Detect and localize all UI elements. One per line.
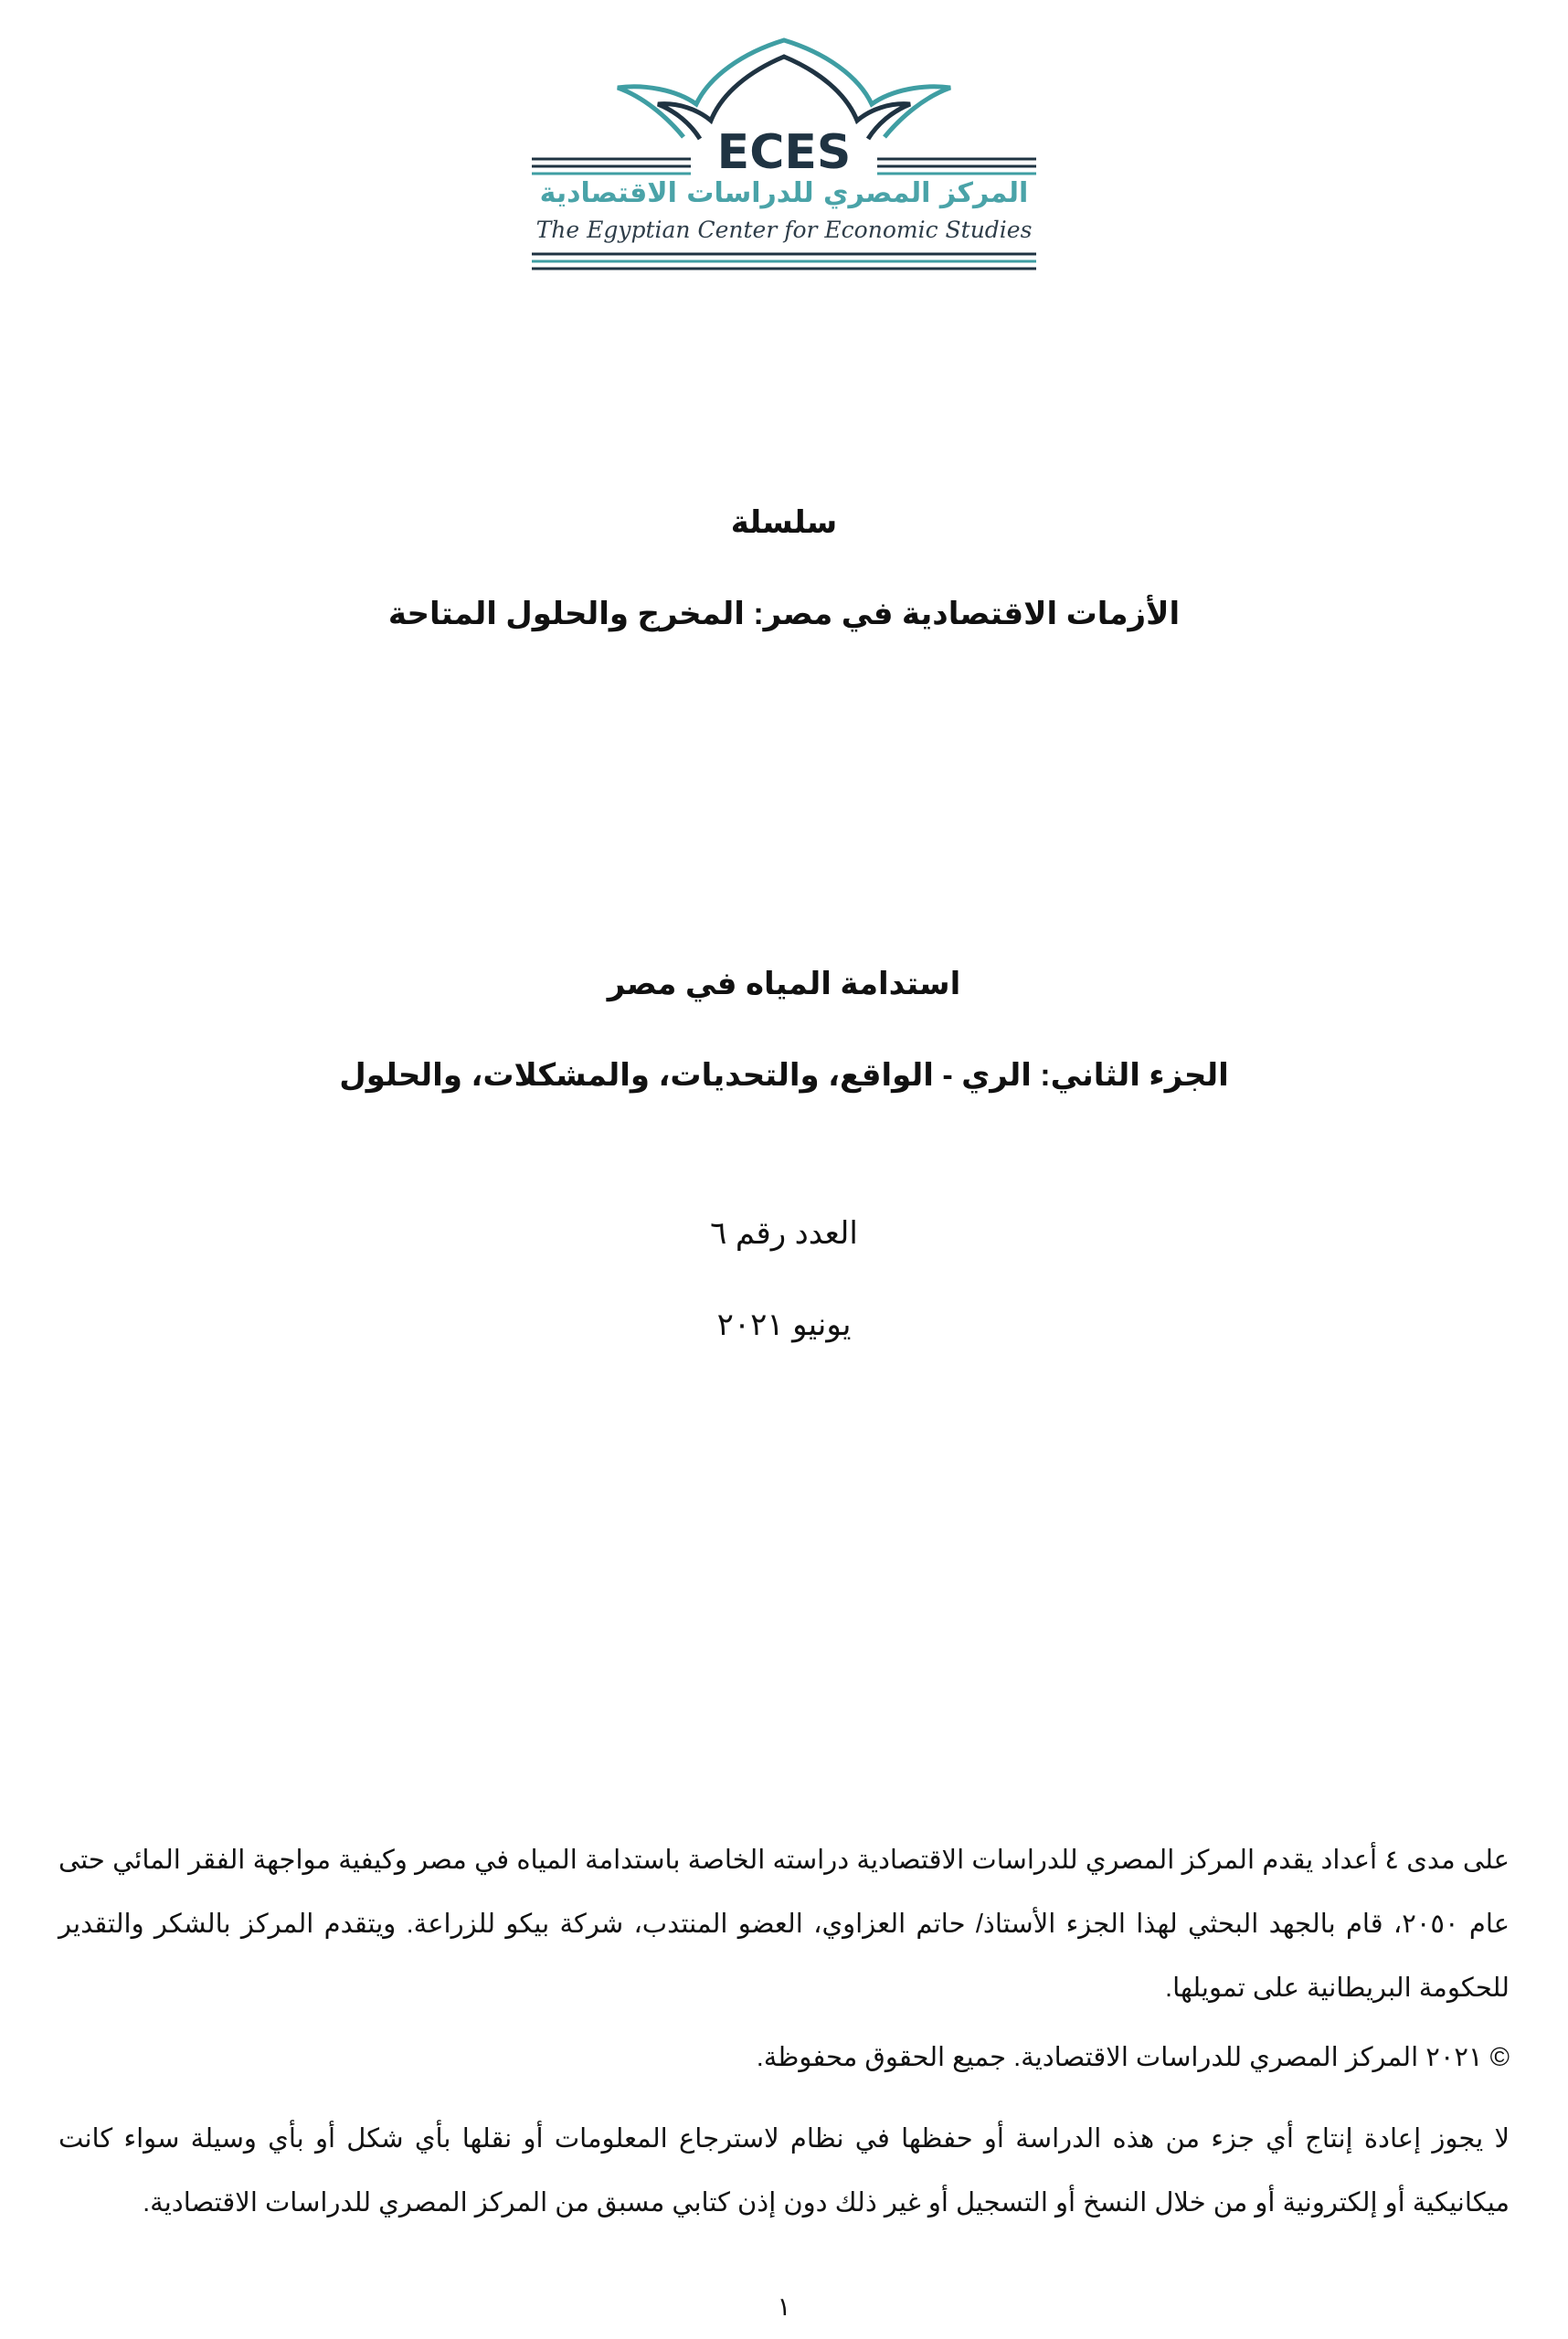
page-number: ١ <box>777 2292 791 2321</box>
logo-acronym: ECES <box>716 125 852 180</box>
intro-paragraph: على مدى ٤ أعداد يقدم المركز المصري للدراسات الاقتصادية دراسته الخاصة باستدامة المياه في مصر وكيفية مواجهة الفقر المائي حتى عام ٢٠٥٠، قام بالجهد البحثي لهذا الجزء الأستاذ/ حاتم العزاوي، العضو المنتدب، شركة بيكو للزراعة. ويتقدم المركز بالشكر والتقدير للحكومة البريطانية على تمويلها. <box>58 1846 1510 2003</box>
copyright-notice: © ٢٠٢١ المركز المصري للدراسات الاقتصادية. جميع الحقوق محفوظة. <box>756 2043 1510 2072</box>
issue-number: العدد رقم ٦ <box>710 1216 858 1251</box>
rights-notice: لا يجوز إعادة إنتاج أي جزء من هذه الدراسة أو حفظها في نظام لاسترجاع المعلومات أو نقلها بأي شكل أو بأي وسيلة سواء كانت ميكانيكية أو إلكترونية أو من خلال النسخ أو التسجيل أو غير ذلك دون إذن كتابي مسبق من المركز المصري للدراسات الاقتصادية. <box>58 2124 1510 2217</box>
series-label: سلسلة <box>730 505 838 540</box>
part-title: الجزء الثاني: الري - الواقع، والتحديات، والمشكلات، والحلول <box>339 1058 1229 1093</box>
study-title: استدامة المياه في مصر <box>607 967 961 1001</box>
logo-english-name: The Egyptian Center for Economic Studies <box>535 217 1033 243</box>
logo-arabic-name: المركز المصري للدراسات الاقتصادية <box>539 177 1029 209</box>
publication-date: يونيو ٢٠٢١ <box>716 1307 852 1342</box>
eces-logo <box>530 37 1038 274</box>
series-name: الأزمات الاقتصادية في مصر: المخرج والحلول المتاحة <box>387 597 1181 631</box>
